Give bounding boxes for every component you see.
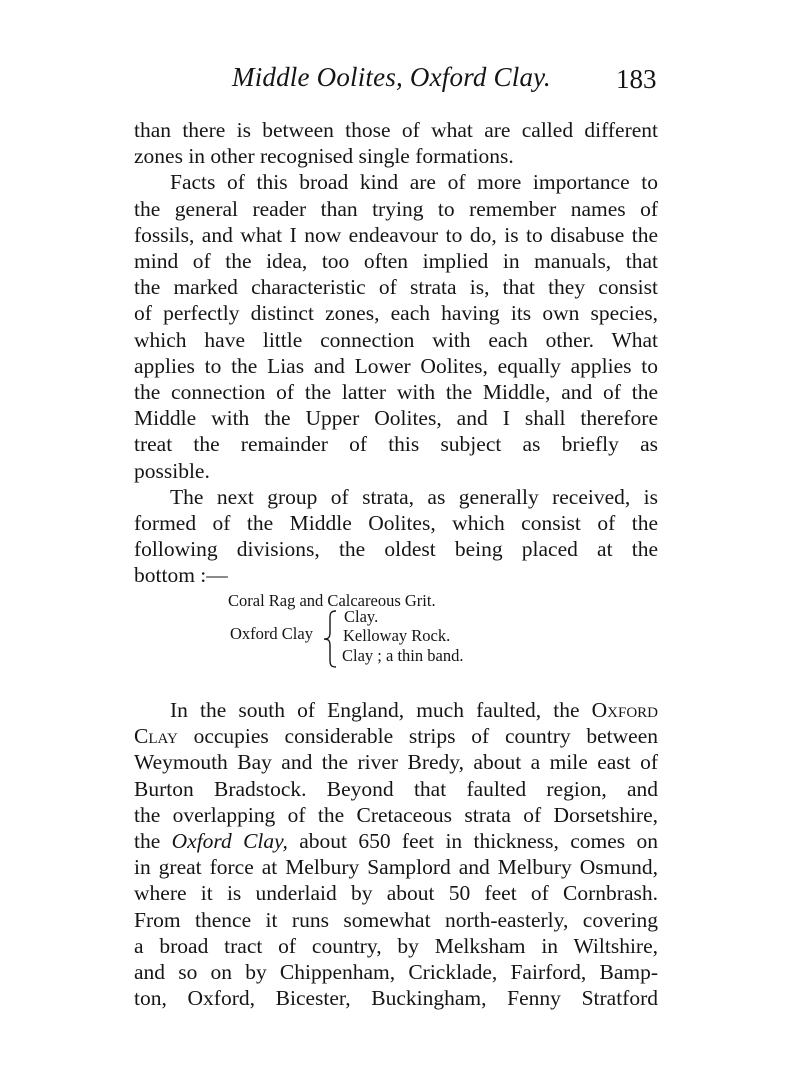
text-line: applies to the Lias and Lower Oolites, equally applies to	[134, 353, 658, 378]
text-line: zones in other recognised single formations.	[134, 144, 514, 169]
text-line: Facts of this broad kind are of more importance to	[170, 170, 658, 195]
text-line: the overlapping of the Cretaceous strata of Dorsetshire,	[134, 802, 658, 827]
subdivision-thin-clay-band: Clay ; a thin band.	[342, 646, 464, 665]
continuation-paragraph	[134, 117, 658, 169]
italic-oxford-clay: Oxford Clay,	[171, 829, 288, 854]
text-line: ton, Oxford, Bicester, Buckingham, Fenny Stratford	[134, 986, 658, 1011]
text-line: From thence it runs somewhat north-easterly, covering	[134, 907, 658, 932]
text-line: following divisions, the oldest being placed at the	[134, 537, 658, 562]
text-line: possible.	[134, 458, 210, 483]
text-line	[134, 697, 658, 723]
text-line: the general reader than trying to remember names of	[134, 196, 658, 221]
paragraph-south-england	[134, 697, 658, 1011]
curly-brace	[323, 610, 339, 668]
subdivision-kelloway-rock: Kelloway Rock.	[343, 626, 451, 645]
paragraph-next-group	[134, 484, 658, 589]
text-line	[134, 723, 658, 749]
page-header	[0, 62, 795, 102]
text-line: The next group of strata, as generally received, is	[170, 484, 658, 509]
text-line: where it is underlaid by about 50 feet of Cornbrash.	[134, 881, 658, 906]
text-line: treat the remainder of this subject as briefly as	[134, 432, 658, 457]
text-line: the marked characteristic of strata is, that they consist	[134, 275, 658, 300]
text-line: than there is between those of what are called different	[134, 118, 658, 142]
text-line: which have little connection with each other. What	[134, 327, 658, 352]
text-line: Middle with the Upper Oolites, and I shall therefore	[134, 406, 658, 431]
division-coral-rag: Coral Rag and Calcareous Grit.	[228, 591, 436, 610]
text-line: the connection of the latter with the Middle, and of the	[134, 380, 658, 405]
body-text-upper	[134, 117, 658, 589]
text-fragment: about 650 feet in thickness, comes on	[299, 829, 659, 854]
smallcaps-oxford: Oxford	[591, 698, 658, 722]
text-line: of perfectly distinct zones, each having its own species,	[134, 301, 658, 326]
body-text-lower	[134, 697, 658, 1011]
paragraph-facts	[134, 169, 658, 483]
text-fragment: occupies considerable strips of country between	[193, 724, 659, 749]
division-oxford-clay-label: Oxford Clay	[230, 624, 313, 643]
page-number: 183	[616, 64, 657, 94]
text-line	[134, 828, 658, 854]
text-line: Weymouth Bay and the river Bredy, about a mile east of	[134, 750, 658, 775]
text-line: Burton Bradstock. Beyond that faulted region, and	[134, 776, 658, 801]
text-line: formed of the Middle Oolites, which consist of the	[134, 511, 658, 536]
text-line: bottom :—	[134, 563, 228, 588]
text-line: in great force at Melbury Samplord and Melbury Osmund,	[134, 855, 658, 880]
text-line: mind of the idea, too often implied in manuals, that	[134, 249, 658, 274]
text-line: fossils, and what I now endeavour to do, is to disabuse the	[134, 222, 658, 247]
divisions-table	[228, 591, 548, 671]
text-line: a broad tract of country, by Melksham in Wiltshire,	[134, 933, 658, 958]
smallcaps-clay: Clay	[134, 724, 178, 749]
text-line: and so on by Chippenham, Cricklade, Fairford, Bamp-	[134, 960, 658, 985]
running-title: Middle Oolites, Oxford Clay.	[232, 62, 551, 92]
text-fragment: the	[134, 829, 161, 854]
text-fragment: In the south of England, much faulted, the	[170, 698, 580, 722]
subdivision-clay: Clay.	[344, 607, 379, 626]
